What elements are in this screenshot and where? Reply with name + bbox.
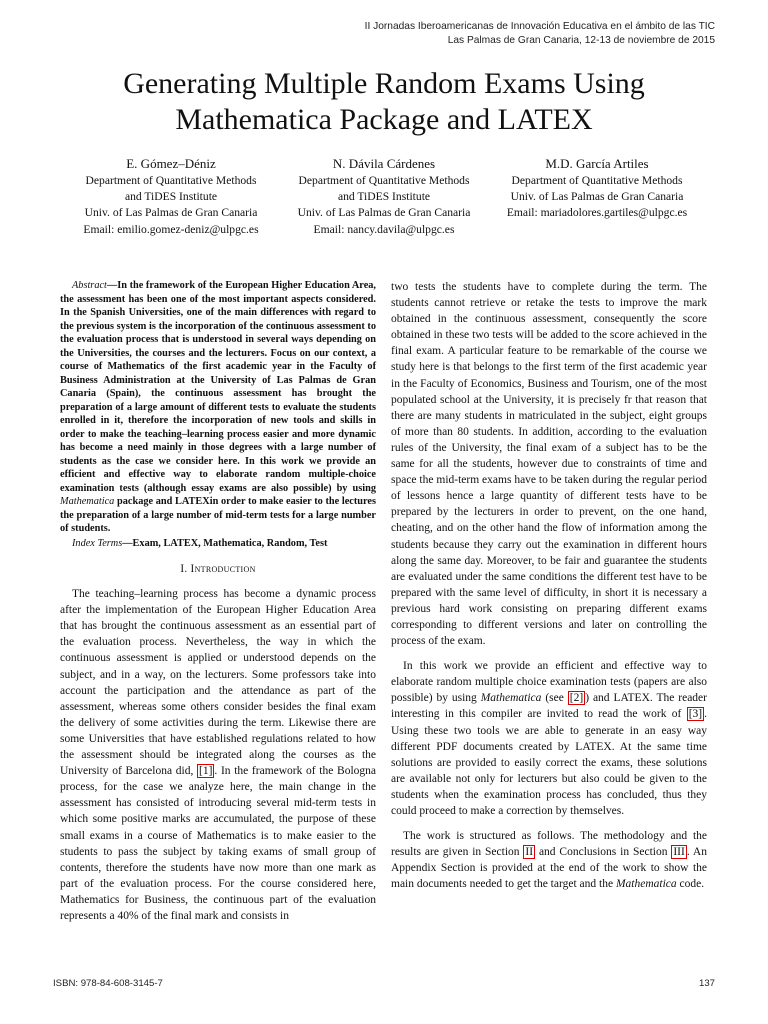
author-university: Univ. of Las Palmas de Gran Canaria [84,206,258,220]
conference-header [215,20,715,48]
index-terms-label: Index Terms [72,537,123,549]
author-institute: and TiDES Institute [337,190,431,204]
mathematica-name: Mathematica [480,692,542,705]
author-block [66,154,702,238]
author-university: Univ. of Las Palmas de Gran Canaria [510,190,684,204]
intro-paragraph-2 [391,658,707,819]
paragraph-text: . In the framework of the Bologna process, for the case we analyze here, the main change in the assessment has consisted of introducing several mid-term tests in which some positive marks are accumulated, the purpose of these small exams in a course of Mathematics is to make easier to the students to pass the subject by taking exams of small group of contents, therefore the students have now more than one mark as part of the evaluation process. For the course considered here, Mathematics for Business, the continuous part of the evaluation represents a 40% of the final mark and consists in [60,765,376,922]
paper-title [0,66,768,138]
abstract-label: Abstract [72,280,107,291]
abstract-mathematica: Mathematica [60,496,115,507]
citation-link-2[interactable]: [2] [569,692,584,705]
author-email: Email: emilio.gomez-deniz@ulpgc.es [83,222,259,236]
index-terms [60,537,376,551]
author-email: Email: mariadolores.gartiles@ulpgc.es [506,206,688,220]
section-heading: I. Introduction [180,563,256,575]
paragraph-text: code. [676,878,705,891]
author-2 [279,154,489,238]
intro-paragraph-1-continued: two tests the students have to complete during the term. The students cannot retrieve or retake the tests to improve the mark obtained in the continuous assessment, consequently the score obtained in these two tests will be added to the score achieved in the final exam. A particular feature to be remarkable of the course we study here is that belongs to the first term of the first academic year in the Faculty of Economics, Business and Tourism, one of the most populated school at the University, it is precisely fr that reason that there are many students in matriculated in the subject, eight groups of more than 80 students. In addition, according to the evaluation rules of the University, the final exam of a subject has to be the same for all the students, however due to constraints of time and space the mid-term exams have to be taken during the regular period of lessons hence a large quantity of different tests have to be prepared by the lecturers in order to prevent, on the one hand, cheating, and on the other hand the flow of information among the students because they carry out the examination in different hours along the same day. Moreover, to be fair and guarantee the students are evaluated under the same conditions the different test have to be prepared with the same level of difficulty, in short it is necessary a previous hard work consisting on preparing different exams corresponding to different versions and later on controlling the process of the exam. [391,281,707,648]
right-column [391,279,707,892]
abstract-text-end: package and LATEXin order to make easier to the lectures the preparation of a large number of mid-term tests for a large number of students. [60,496,376,534]
conference-line-2: Las Palmas de Gran Canaria, 12-13 de noviembre de 2015 [447,35,715,46]
mathematica-name: Mathematica [615,878,677,891]
isbn: ISBN: 978-84-608-3145-7 [53,978,163,989]
paragraph-text: The work is structured as follows. The methodology and the results are given in Section [391,830,707,859]
intro-paragraph-1 [60,586,376,924]
index-terms-text: —Exam, LATEX, Mathematica, Random, Test [122,537,328,549]
author-department: Department of Quantitative Methods [511,174,683,187]
author-email: Email: nancy.davila@ulpgc.es [313,222,455,236]
author-name: E. Gómez–Déniz [126,156,216,171]
title-line-2: Mathematica Package and LATEX [175,103,593,136]
paragraph-text: In this work we provide an efficient and effective way to elaborate random multiple choice examination tests (papers are also possible) by using [391,660,707,705]
paragraph-text: . Using these two tools we are able to generate in an easy way different PDF documents created by LATEX. At the same time solutions are provided to easily correct the exams, these solutions are available not only for lecturers but also could be given to the students when the examination process has concluded, thus they could proceed to make a correction by themselves. [391,708,707,817]
paragraph-text: (see [541,692,568,705]
paragraph-text: . An Appendix Section is provided at the end of the work to show the main documents needed to get the target and the [391,846,707,891]
section-link-2[interactable]: II [525,846,534,859]
page-number: 137 [698,978,715,989]
author-university: Univ. of Las Palmas de Gran Canaria [297,206,471,220]
left-column [60,279,376,924]
paragraph-text: The teaching–learning process has become a dynamic process after the implementation of the European Higher Education Area that has brought the continuous assessment as an essential part of the evaluation process. Nevertheless, the way in which the continuous assessment is applied or understood depends on the subject, and in a way, on the lecturers. Some professors take into account the participation and the attendance as part of the assessment, whereas some others consider besides the final exam the delivery of some activities during the term. Likewise there are some Universities that have established regulations related to how the assessment should be integrated along the courses as the University of Barcelona did, [60,588,376,778]
citation-link-1[interactable]: [1] [199,765,213,778]
abstract-text: —In the framework of the European Higher Education Area, the assessment has been one of the most important aspects considered. In the Spanish Universities, one of the main differences with regard to the previous system is the incorporation of the continuous assessment to the evaluation process that is understood in several ways depending on the Universities, the courses and the lecturers. Focus on our context, a course of Mathematics of the first academic year in the Faculty of Business Administration at the University of Las Palmas de Gran Canaria (Spain), the continuous assessment has brought the preparation of a large amount of different tests to evaluate the students enrolled in it, therefore the incorporation of new tools and skills in order to make the teaching–learning process easier and more dynamic has become a need mainly in those degrees with a large number of students as the case we consider here. In this work we provide an efficient and effective way to elaborate random multiple-choice examination tests (although essay exams are also possible) by using [60,280,376,494]
author-institute: and TiDES Institute [124,190,218,204]
paragraph-text: and Conclusions in Section [535,846,672,859]
citation-link-3[interactable]: [3] [688,708,703,721]
author-name: M.D. García Artiles [545,156,649,171]
author-3 [492,154,702,238]
paragraph-text: ) and LATEX. The reader interesting in this compiler are invited to read the work of [391,692,707,721]
author-department: Department of Quantitative Methods [298,174,470,187]
section-link-3[interactable]: III [673,846,685,859]
abstract [60,279,376,536]
conference-line-1: II Jornadas Iberoamericanas de Innovación Educativa en el ámbito de las TIC [364,21,715,32]
author-department: Department of Quantitative Methods [85,174,257,187]
author-name: N. Dávila Cárdenes [332,156,436,171]
author-1 [66,154,276,238]
page-footer [53,978,715,989]
intro-paragraph-3 [391,828,707,892]
title-line-1: Generating Multiple Random Exams Using [123,67,645,100]
